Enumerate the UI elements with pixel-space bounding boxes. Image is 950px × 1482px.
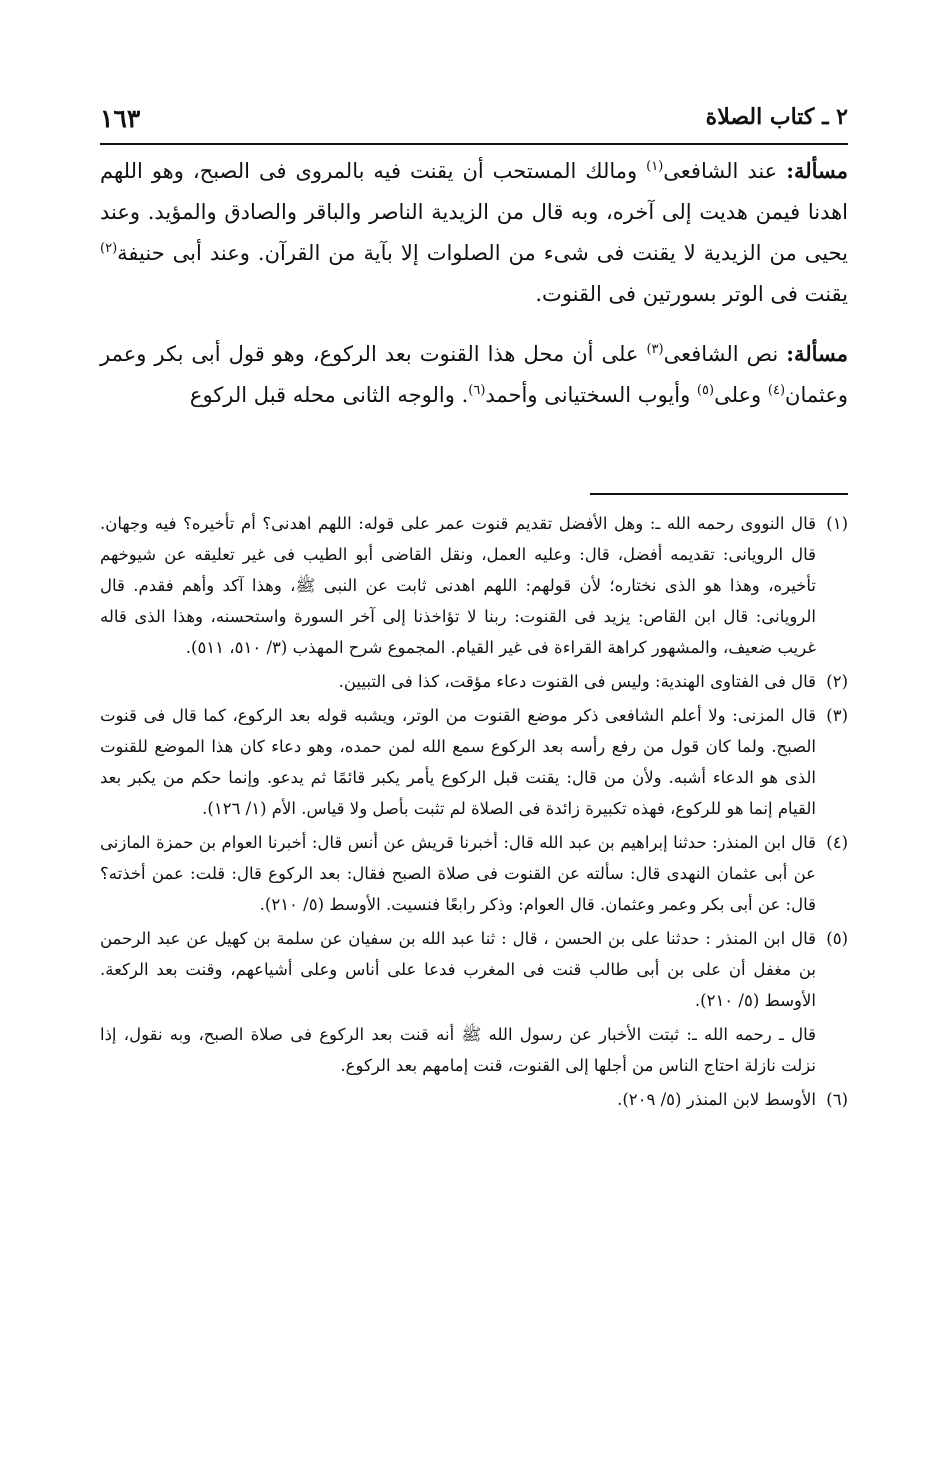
- footnote-4: [100, 827, 848, 920]
- text-span: وعلى: [714, 383, 768, 407]
- footnote-separator: [590, 493, 848, 495]
- footnote-ref: (٢): [100, 241, 118, 256]
- text-span: على أن محل هذا القنوت بعد الركوع، وهو قول أبى بكر وعمر وعثمان: [100, 342, 848, 407]
- page-number: ١٦٣: [100, 104, 141, 133]
- issue-label: مسألة:: [786, 341, 848, 366]
- footnote-ref: (٥): [696, 383, 715, 398]
- paragraph-2: [100, 333, 848, 416]
- footnote-text: قال المزنى: ولا أعلم الشافعى ذكر موضع القنوت من الوتر، ويشبه قوله بعد الركوع، كما قال فى قنوت الصبح. ولما كان قول من رفع رأسه بعد الركوع سمع الله لمن حمده، وهو دعاء كان هذا الموضع للقنوت الذى هو الدعاء أشبه. ولأن من قال: يقنت قبل الركوع يأمر يكبر قائمًا ثم يدعو. وإنما حكم من يكبر بعد القيام إنما هو للركوع، فهذه تكبيرة زائدة فى الصلاة لم تثبت بأصل ولا قياس. الأم (١/ ١٢٦).: [100, 706, 816, 818]
- footnote-ref: (٤): [767, 383, 786, 398]
- footnote-5: [100, 923, 848, 1016]
- footnote-3: [100, 700, 848, 824]
- footnotes: [100, 508, 848, 1118]
- text-span: نص الشافعى: [663, 342, 787, 366]
- main-text: [100, 150, 848, 434]
- footnote-2: [100, 666, 848, 697]
- header-rule: [100, 143, 848, 145]
- chapter-title: ٢ ـ كتاب الصلاة: [705, 104, 848, 130]
- text-span: يقنت فى الوتر بسورتين فى القنوت.: [535, 282, 848, 306]
- footnote-text: الأوسط لابن المنذر (٥/ ٢٠٩).: [617, 1090, 816, 1109]
- footnote-text: قال فى الفتاوى الهندية: وليس فى القنوت دعاء مؤقت، كذا فى التبيين.: [338, 672, 816, 691]
- footnote-number: (٣): [826, 706, 848, 725]
- text-span: . والوجه الثانى محله قبل الركوع: [189, 383, 469, 407]
- footnote-text: قال النووى رحمه الله ـ: وهل الأفضل تقديم قنوت عمر على قوله: اللهم اهدنى؟ أم تأخيره؟ فيه وجهان. قال الرويانى: تقديمه أفضل، قال: وعليه العمل، ونقل القاضى أبو الطيب فى غير تعليقه عن شيوخهم تأخيره، وهذا هو الذى نختاره؛ لأن قولهم: اللهم اهدنى ثابت عن النبى ﷺ، وهذا آكد وأهم فقدم. قال الرويانى: قال ابن القاص: يزيد فى القنوت: ربنا لا تؤاخذنا إلى آخر السورة واستحسنه، وهذا الذى قاله غريب ضعيف، والمشهور كراهة القراءة فى غير القيام. المجموع شرح المهذب (٣/ ٥١٠، ٥١١).: [100, 514, 816, 657]
- footnote-number: (٤): [826, 833, 848, 852]
- footnote-text: قال ـ رحمه الله ـ: ثبتت الأخبار عن رسول الله ﷺ أنه قنت بعد الركوع فى صلاة الصبح، وبه نقول، إذا نزلت نازلة احتاج الناس من أجلها إلى القنوت، قنت إمامهم بعد الركوع.: [100, 1025, 816, 1075]
- footnote-number: (١): [826, 514, 848, 533]
- footnote-text: قال ابن المنذر : حدثنا على بن الحسن ، قال : ثنا عبد الله بن سفيان عن سلمة بن كهيل عن عبد الرحمن بن مغفل أن على بن أبى طالب قنت فى المغرب فدعا على أناس وعلى أشياعهم، وقنت بعد الركعة. الأوسط (٥/ ٢١٠).: [100, 929, 816, 1010]
- running-header: [100, 104, 848, 140]
- issue-label: مسألة:: [786, 158, 848, 183]
- text-span: ومالك المستحب أن يقنت فيه بالمروى فى الصبح، وهو اللهم اهدنا فيمن هديت إلى آخره، وبه قال من الزيدية الناصر والباقر والصادق والمؤيد. وعند يحيى من الزيدية لا يقنت فى شىء من الصلوات إلا بآية من القرآن. وعند أبى حنيفة: [100, 159, 848, 265]
- footnote-number: (٦): [826, 1090, 848, 1109]
- footnote-number: (٥): [826, 929, 848, 948]
- footnote-ref: (١): [646, 159, 664, 174]
- footnote-ref: (٦): [468, 383, 486, 398]
- footnote-number: (٢): [826, 672, 848, 691]
- footnote-ref: (٣): [646, 342, 664, 357]
- footnote-5-continuation: [100, 1019, 848, 1081]
- paragraph-1: [100, 150, 848, 315]
- text-span: عند الشافعى: [663, 159, 787, 183]
- footnote-6: [100, 1084, 848, 1115]
- text-span: وأيوب السختيانى وأحمد: [485, 383, 697, 407]
- footnote-1: [100, 508, 848, 663]
- footnote-text: قال ابن المنذر: حدثنا إبراهيم بن عبد الله قال: أخبرنا قريش عن أنس قال: أخبرنا العوام بن حمزة المازنى عن أبى عثمان النهدى قال: سألته عن القنوت فى صلاة الصبح فقال: بعد الركوع قال: قلت: عمن أخذته؟ قال: عن أبى بكر وعمر وعثمان. قال العوام: وذكر رابعًا فنسيت. الأوسط (٥/ ٢١٠).: [100, 833, 816, 914]
